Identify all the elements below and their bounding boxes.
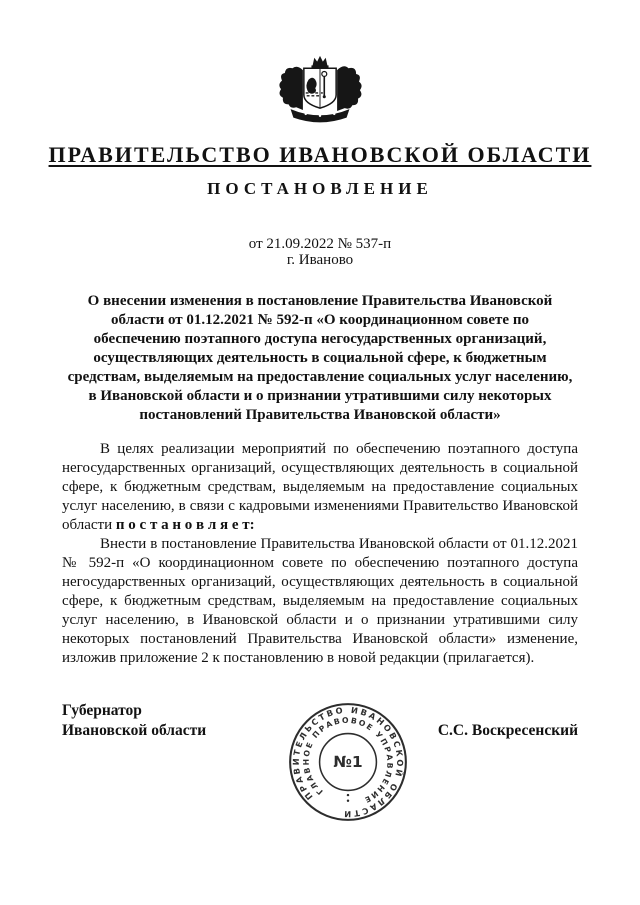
signatory-position-line1: Губернатор — [62, 702, 142, 719]
doc-subject: О внесении изменения в постановление Правительства Ивановской области от 01.12.2021 № 592-п «О координационном совете по обеспечению поэтапного доступа негосударственных организаций, осуществляющих деятельность в социальной сфере, к бюджетным средствам, выделяемым на предоставление социальных услуг населению, в Ивановской области и о признании утратившими силу некоторых постановлений Правительства Ивановской области» — [67, 293, 573, 423]
signatory-position-line2: Ивановской области — [62, 722, 207, 739]
doc-date-number: от 21.09.2022 № 537-п — [248, 236, 392, 252]
org-title: ПРАВИТЕЛЬСТВО ИВАНОВСКОЙ ОБЛАСТИ — [48, 142, 592, 167]
doc-type-title: ПОСТАНОВЛЕНИЕ — [207, 179, 433, 198]
coat-of-arms-icon — [272, 54, 368, 130]
body-paragraph-1 — [62, 440, 578, 535]
doc-city: г. Иваново — [286, 252, 354, 268]
paragraph-1-resolves-word: п о с т а н о в л я е т: — [115, 517, 255, 533]
doc-body — [62, 440, 578, 668]
paragraph-1-text: В целях реализации мероприятий по обеспечению поэтапного доступа негосударственных организаций, осуществляющих деятельность в социальной сфере, к бюджетным средствам, выделяемым на предоставление социальных услуг населению, в связи с кадровыми изменениями Правительство Ивановской области — [62, 441, 578, 533]
date-block — [0, 236, 640, 268]
official-stamp — [286, 700, 410, 824]
stamp-center-number: №1 — [333, 753, 363, 772]
signatory-name: С.С. Воскресенский — [437, 722, 578, 739]
signatory-position — [62, 701, 206, 741]
body-paragraph-2: Внести в постановление Правительства Ивановской области от 01.12.2021 № 592-п «О координационном совете по обеспечению поэтапного доступа негосударственных организаций, осуществляющих деятельность в социальной сфере, к бюджетным средствам, выделяемым на предоставление социальных услуг населению, в Ивановской области и о признании утратившими силу некоторых постановлений Правительства Ивановской области» изменение, изложив приложение 2 к постановлению в новой редакции (прилагается). — [62, 536, 578, 666]
stamp-inner-ring-text: ГЛАВНОЕ ПРАВОВОЕ УПРАВЛЕНИЕ — [301, 715, 395, 805]
stamp-outer-ring-text: ПРАВИТЕЛЬСТВО ИВАНОВСКОЙ ОБЛАСТИ — [290, 704, 406, 820]
